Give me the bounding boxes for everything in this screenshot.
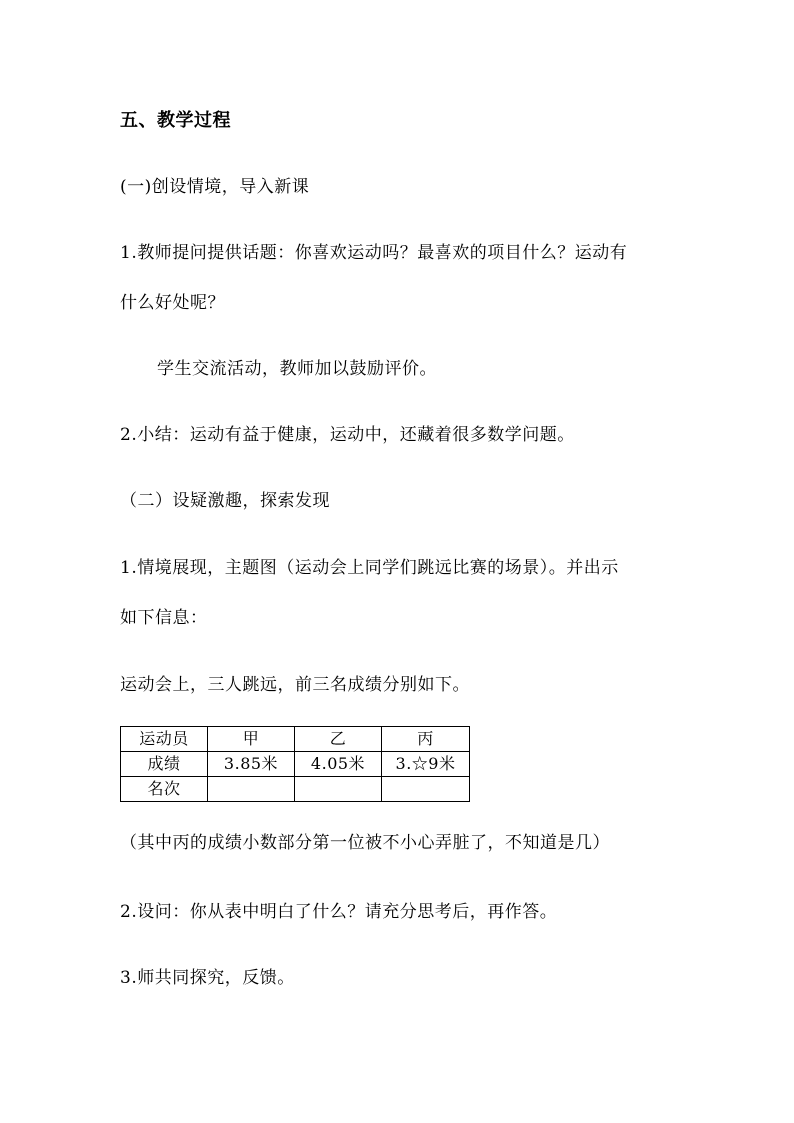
part1-item1-line2: 什么好处呢？ [120, 293, 225, 313]
part1-item2: 2.小结：运动有益于健康，运动中，还藏着很多数学问题。 [120, 425, 575, 445]
table-row [121, 777, 470, 802]
table-cell [295, 777, 382, 802]
part1-title: (一)创设情境，导入新课 [120, 177, 310, 197]
section-title: 五、教学过程 [120, 110, 231, 131]
part1-item1-line1: 1.教师提问提供话题：你喜欢运动吗？最喜欢的项目什么？运动有 [120, 243, 628, 263]
table-header-row [121, 727, 470, 752]
table-cell: 3.☆9米 [382, 752, 470, 777]
part2-item1-line2: 如下信息： [120, 608, 208, 628]
table-cell: 成绩 [121, 752, 208, 777]
table-cell: 3.85米 [208, 752, 295, 777]
table-cell [382, 777, 470, 802]
part2-item2: 2.设问：你从表中明白了什么？请充分思考后，再作答。 [120, 902, 558, 922]
table-header-cell: 运动员 [121, 727, 208, 752]
part2-title: （二）设疑激趣，探索发现 [120, 491, 330, 511]
scores-table [120, 726, 470, 802]
part2-note: （其中丙的成绩小数部分第一位被不小心弄脏了，不知道是几） [120, 833, 610, 853]
part2-item3: 3.师共同探究，反馈。 [120, 968, 295, 988]
table-header-cell: 甲 [208, 727, 295, 752]
table-header-cell: 丙 [382, 727, 470, 752]
table-cell: 4.05米 [295, 752, 382, 777]
table-cell: 名次 [121, 777, 208, 802]
table-row [121, 752, 470, 777]
part2-item1-line1: 1.情境展现，主题图（运动会上同学们跳远比赛的场景）。并出示 [120, 558, 619, 578]
part1-activity: 学生交流活动，教师加以鼓励评价。 [157, 359, 437, 379]
part2-info: 运动会上，三人跳远，前三名成绩分别如下。 [120, 675, 470, 695]
table-cell [208, 777, 295, 802]
table-header-cell: 乙 [295, 727, 382, 752]
